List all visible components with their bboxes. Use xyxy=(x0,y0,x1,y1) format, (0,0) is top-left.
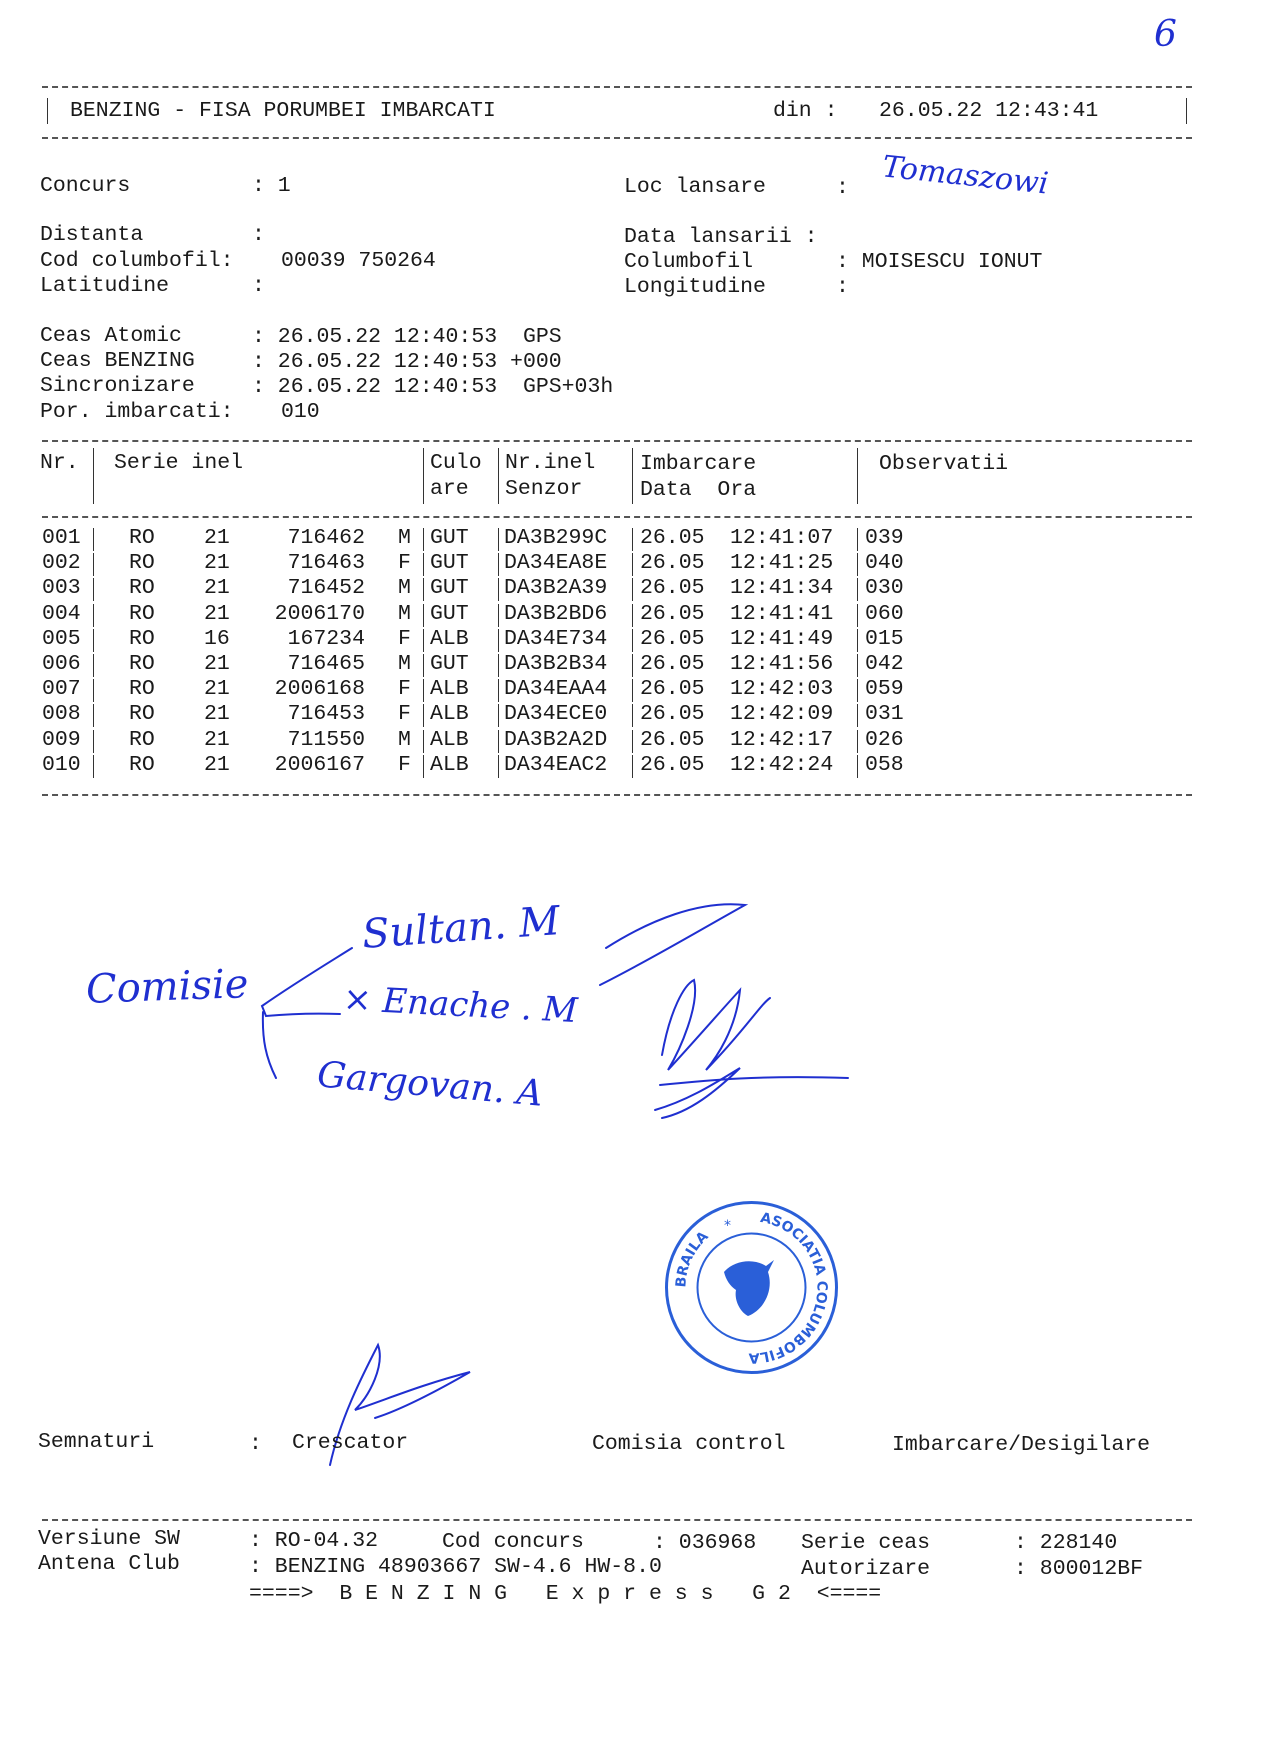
header-right-bar xyxy=(1186,98,1187,124)
row-col-sep xyxy=(632,528,633,551)
col-header-senzor: Senzor xyxy=(505,477,583,501)
cell-color: ALB xyxy=(430,727,469,752)
data-lansarii-label: Data lansarii : xyxy=(624,225,818,249)
cell-sex: F xyxy=(398,677,411,702)
table-header-rule xyxy=(42,516,1192,518)
cell-date: 26.05 xyxy=(640,551,705,576)
longitudine-label: Longitudine xyxy=(624,275,766,299)
row-col-sep xyxy=(423,578,424,601)
cell-time: 12:42:09 xyxy=(730,702,834,727)
svg-text:ASOCIATIA COLUMBOFILA: ASOCIATIA COLUMBOFILA xyxy=(748,1210,830,1366)
cell-ring: 716452 xyxy=(287,576,365,601)
header-col-sep-3 xyxy=(498,448,499,504)
cell-ring: 2006168 xyxy=(274,677,365,702)
row-col-sep xyxy=(423,704,424,727)
latitudine-colon: : xyxy=(252,274,265,298)
cod-concurs-label: Cod concurs xyxy=(442,1530,584,1554)
ceas-benzing-value: : 26.05.22 12:40:53 +000 xyxy=(252,350,562,374)
header-din-label: din : xyxy=(773,99,838,123)
cell-color: ALB xyxy=(430,752,469,777)
cell-nr: 010 xyxy=(42,752,81,777)
cell-ring: 167234 xyxy=(287,626,365,651)
header-top-rule xyxy=(42,86,1192,88)
cell-date: 26.05 xyxy=(640,677,705,702)
row-col-sep xyxy=(423,604,424,627)
header-col-sep-4 xyxy=(632,448,633,504)
cell-nr: 001 xyxy=(42,526,81,550)
cell-sensor: DA34EAA4 xyxy=(504,677,608,702)
col-header-nr: Nr. xyxy=(40,451,79,475)
concurs-value: : 1 xyxy=(252,174,291,198)
cod-columbofil-value: 00039 750264 xyxy=(281,249,436,273)
cell-date: 26.05 xyxy=(640,601,705,626)
gargovan-signature xyxy=(655,1068,740,1118)
cell-ring: 716465 xyxy=(287,652,365,676)
cell-ring: 716462 xyxy=(287,526,365,550)
sincronizare-value: : 26.05.22 12:40:53 GPS+03h xyxy=(252,375,614,399)
cell-time: 12:41:25 xyxy=(730,551,834,576)
stamp-graphic xyxy=(664,1200,839,1375)
header-datetime: 26.05.22 12:43:41 xyxy=(879,99,1099,123)
row-col-sep xyxy=(857,704,858,727)
stamp-pigeon-icon xyxy=(724,1260,774,1316)
cell-nr: 003 xyxy=(42,576,81,601)
cell-country: RO xyxy=(129,576,155,601)
cell-time: 12:41:41 xyxy=(730,601,834,626)
cell-sensor: DA3B2A39 xyxy=(504,576,608,601)
svg-text:BRAILA: BRAILA xyxy=(673,1228,712,1288)
enache-signature xyxy=(660,980,848,1085)
cell-nr: 006 xyxy=(42,652,81,676)
table-row xyxy=(42,677,1042,702)
cell-ring: 716463 xyxy=(287,551,365,576)
cell-sensor: DA34EA8E xyxy=(504,551,608,576)
cell-year: 21 xyxy=(204,727,230,752)
col-header-serie: Serie inel xyxy=(114,451,244,475)
row-col-sep xyxy=(498,528,499,551)
por-imbarcati-value: 010 xyxy=(281,400,320,424)
cell-observatii: 040 xyxy=(865,551,904,576)
footer-rule xyxy=(42,1519,1192,1521)
cell-observatii: 042 xyxy=(865,652,904,676)
row-col-sep xyxy=(498,679,499,702)
cell-time: 12:42:03 xyxy=(730,677,834,702)
versiune-sw-value: : RO-04.32 xyxy=(249,1529,379,1553)
cell-country: RO xyxy=(129,652,155,676)
loc-lansare-colon: : xyxy=(836,176,849,200)
cell-sensor: DA3B2A2D xyxy=(504,727,608,752)
cell-observatii: 026 xyxy=(865,727,904,752)
row-col-sep xyxy=(423,528,424,551)
ceas-atomic-value: : 26.05.22 12:40:53 GPS xyxy=(252,325,562,349)
table-row xyxy=(42,627,1042,652)
distanta-label: Distanta xyxy=(40,223,144,247)
commission-member-1: Sultan. M xyxy=(360,898,562,958)
cell-sensor: DA34EAC2 xyxy=(504,752,608,777)
cell-country: RO xyxy=(129,526,155,550)
cell-nr: 002 xyxy=(42,551,81,576)
row-col-sep xyxy=(632,629,633,652)
cell-sex: M xyxy=(398,526,411,550)
latitudine-label: Latitudine xyxy=(40,274,170,298)
columbofil-value: : MOISESCU IONUT xyxy=(836,250,1043,274)
row-col-sep xyxy=(93,730,94,753)
versiune-sw-label: Versiune SW xyxy=(38,1527,180,1551)
semnaturi-colon: : xyxy=(249,1432,262,1456)
cell-color: GUT xyxy=(430,576,469,601)
cell-year: 21 xyxy=(204,601,230,626)
cell-time: 12:41:56 xyxy=(730,652,834,676)
cell-time: 12:42:24 xyxy=(730,752,834,777)
cell-observatii: 058 xyxy=(865,752,904,777)
cell-observatii: 039 xyxy=(865,526,904,550)
cell-date: 26.05 xyxy=(640,576,705,601)
table-top-rule xyxy=(42,440,1192,442)
cell-color: ALB xyxy=(430,702,469,727)
cell-sex: M xyxy=(398,652,411,676)
cell-color: GUT xyxy=(430,601,469,626)
row-col-sep xyxy=(632,654,633,677)
cell-sensor: DA34E734 xyxy=(504,626,608,651)
cod-concurs-value: : 036968 xyxy=(653,1531,757,1555)
row-col-sep xyxy=(632,604,633,627)
row-col-sep xyxy=(93,604,94,627)
row-col-sep xyxy=(498,604,499,627)
row-col-sep xyxy=(93,679,94,702)
loc-lansare-label: Loc lansare xyxy=(624,175,766,199)
row-col-sep xyxy=(423,654,424,677)
row-col-sep xyxy=(857,654,858,677)
table-row xyxy=(42,526,1042,551)
cell-observatii: 015 xyxy=(865,626,904,651)
cell-country: RO xyxy=(129,727,155,752)
row-col-sep xyxy=(423,730,424,753)
row-col-sep xyxy=(498,730,499,753)
cell-nr: 008 xyxy=(42,702,81,727)
document-title: BENZING - FISA PORUMBEI IMBARCATI xyxy=(70,99,496,123)
autorizare-value: : 800012BF xyxy=(1014,1557,1144,1581)
cell-year: 21 xyxy=(204,752,230,777)
cell-country: RO xyxy=(129,752,155,777)
concurs-label: Concurs xyxy=(40,174,131,198)
serie-ceas-value: : 228140 xyxy=(1014,1531,1118,1555)
cell-color: GUT xyxy=(430,652,469,676)
comisia-control-label: Comisia control xyxy=(592,1432,786,1456)
table-bottom-rule xyxy=(42,794,1192,796)
cell-date: 26.05 xyxy=(640,727,705,752)
cell-date: 26.05 xyxy=(640,652,705,676)
cell-observatii: 060 xyxy=(865,601,904,626)
cell-sex: M xyxy=(398,576,411,601)
cell-nr: 007 xyxy=(42,677,81,702)
col-header-are: are xyxy=(430,477,469,501)
cell-sensor: DA3B2B34 xyxy=(504,652,608,676)
row-col-sep xyxy=(857,578,858,601)
row-col-sep xyxy=(93,629,94,652)
autorizare-label: Autorizare xyxy=(801,1557,931,1581)
cell-year: 21 xyxy=(204,576,230,601)
distanta-colon: : xyxy=(252,223,265,247)
row-col-sep xyxy=(93,578,94,601)
antena-club-label: Antena Club xyxy=(38,1552,180,1576)
cod-columbofil-label: Cod columbofil: xyxy=(40,249,234,273)
col-header-culo: Culo xyxy=(430,451,482,475)
imbarcare-desigilare-label: Imbarcare/Desigilare xyxy=(892,1433,1151,1457)
col-header-data-ora: Data Ora xyxy=(640,478,757,502)
row-col-sep xyxy=(857,528,858,551)
row-col-sep xyxy=(498,629,499,652)
cell-color: GUT xyxy=(430,526,469,550)
header-left-bar xyxy=(47,98,48,124)
commission-member-2: × Enache . M xyxy=(342,978,579,1032)
cell-year: 16 xyxy=(204,626,230,651)
por-imbarcati-label: Por. imbarcati: xyxy=(40,400,234,424)
sultan-flourish xyxy=(600,904,745,985)
table-row xyxy=(42,602,1042,627)
row-col-sep xyxy=(857,604,858,627)
row-col-sep xyxy=(857,553,858,576)
row-col-sep xyxy=(632,578,633,601)
row-col-sep xyxy=(498,578,499,601)
antena-club-value: : BENZING 48903667 SW-4.6 HW-8.0 xyxy=(249,1555,662,1579)
cell-observatii: 059 xyxy=(865,677,904,702)
commission-member-3: Gargovan. A xyxy=(315,1054,545,1115)
row-col-sep xyxy=(857,730,858,753)
ceas-atomic-label: Ceas Atomic xyxy=(40,324,182,348)
cell-time: 12:41:49 xyxy=(730,626,834,651)
cell-date: 26.05 xyxy=(640,702,705,727)
cell-ring: 711550 xyxy=(287,727,365,752)
cell-year: 21 xyxy=(204,551,230,576)
sincronizare-label: Sincronizare xyxy=(40,374,195,398)
cell-ring: 2006167 xyxy=(274,752,365,777)
cell-sex: F xyxy=(398,626,411,651)
cell-ring: 2006170 xyxy=(274,601,365,626)
header-col-sep-1 xyxy=(93,448,94,504)
cell-sensor: DA3B299C xyxy=(504,526,608,550)
row-col-sep xyxy=(857,629,858,652)
cell-time: 12:41:34 xyxy=(730,576,834,601)
loc-lansare-handwritten: Tomaszowi xyxy=(880,149,1050,202)
row-col-sep xyxy=(632,730,633,753)
longitudine-colon: : xyxy=(836,275,849,299)
row-col-sep xyxy=(423,755,424,778)
cell-sex: F xyxy=(398,752,411,777)
table-row xyxy=(42,551,1042,576)
cell-color: ALB xyxy=(430,626,469,651)
row-col-sep xyxy=(632,755,633,778)
table-row xyxy=(42,652,1042,677)
cell-date: 26.05 xyxy=(640,626,705,651)
col-header-nrinel: Nr.inel xyxy=(505,451,596,475)
row-col-sep xyxy=(498,654,499,677)
cell-sex: F xyxy=(398,702,411,727)
table-row xyxy=(42,576,1042,601)
serie-ceas-label: Serie ceas xyxy=(801,1531,931,1555)
row-col-sep xyxy=(857,679,858,702)
row-col-sep xyxy=(857,755,858,778)
header-col-sep-5 xyxy=(857,448,858,504)
cell-sex: M xyxy=(398,601,411,626)
cell-country: RO xyxy=(129,677,155,702)
cell-country: RO xyxy=(129,601,155,626)
header-bottom-rule xyxy=(42,137,1192,139)
cell-year: 21 xyxy=(204,702,230,727)
cell-year: 21 xyxy=(204,526,230,550)
cell-country: RO xyxy=(129,626,155,651)
row-col-sep xyxy=(632,704,633,727)
cell-observatii: 031 xyxy=(865,702,904,727)
cell-nr: 004 xyxy=(42,601,81,626)
row-col-sep xyxy=(93,654,94,677)
cell-color: ALB xyxy=(430,677,469,702)
table-row xyxy=(42,702,1042,727)
col-header-observatii: Observatii xyxy=(879,452,1009,476)
row-col-sep xyxy=(93,704,94,727)
cell-observatii: 030 xyxy=(865,576,904,601)
row-col-sep xyxy=(93,553,94,576)
row-col-sep xyxy=(423,679,424,702)
row-col-sep xyxy=(93,755,94,778)
svg-text:*: * xyxy=(724,1218,731,1234)
cell-time: 12:42:17 xyxy=(730,727,834,752)
semnaturi-label: Semnaturi xyxy=(38,1430,155,1454)
row-col-sep xyxy=(498,553,499,576)
row-col-sep xyxy=(632,553,633,576)
cell-year: 21 xyxy=(204,652,230,676)
row-col-sep xyxy=(93,528,94,551)
comisie-handwritten: Comisie xyxy=(85,961,250,1013)
cell-country: RO xyxy=(129,551,155,576)
cell-ring: 716453 xyxy=(287,702,365,727)
cell-sensor: DA34ECE0 xyxy=(504,702,608,727)
cell-date: 26.05 xyxy=(640,526,705,550)
row-col-sep xyxy=(632,679,633,702)
cell-year: 21 xyxy=(204,677,230,702)
row-col-sep xyxy=(498,755,499,778)
cell-nr: 005 xyxy=(42,626,81,651)
cell-sex: M xyxy=(398,727,411,752)
page-number: 6 xyxy=(1154,14,1177,55)
benzing-express-banner: ====> B E N Z I N G E x p r e s s G 2 <==== xyxy=(249,1582,882,1606)
cell-time: 12:41:07 xyxy=(730,526,834,550)
association-stamp xyxy=(664,1200,839,1375)
header-col-sep-2 xyxy=(423,448,424,504)
row-col-sep xyxy=(423,629,424,652)
row-col-sep xyxy=(423,553,424,576)
cell-color: GUT xyxy=(430,551,469,576)
cell-nr: 009 xyxy=(42,727,81,752)
cell-date: 26.05 xyxy=(640,752,705,777)
row-col-sep xyxy=(498,704,499,727)
col-header-imbarcare: Imbarcare xyxy=(640,452,757,476)
ceas-benzing-label: Ceas BENZING xyxy=(40,349,195,373)
cell-country: RO xyxy=(129,702,155,727)
crescator-label: Crescator xyxy=(292,1431,409,1455)
table-row xyxy=(42,753,1042,778)
table-row xyxy=(42,728,1042,753)
columbofil-label: Columbofil xyxy=(624,250,754,274)
cell-sensor: DA3B2BD6 xyxy=(504,601,608,626)
cell-sex: F xyxy=(398,551,411,576)
